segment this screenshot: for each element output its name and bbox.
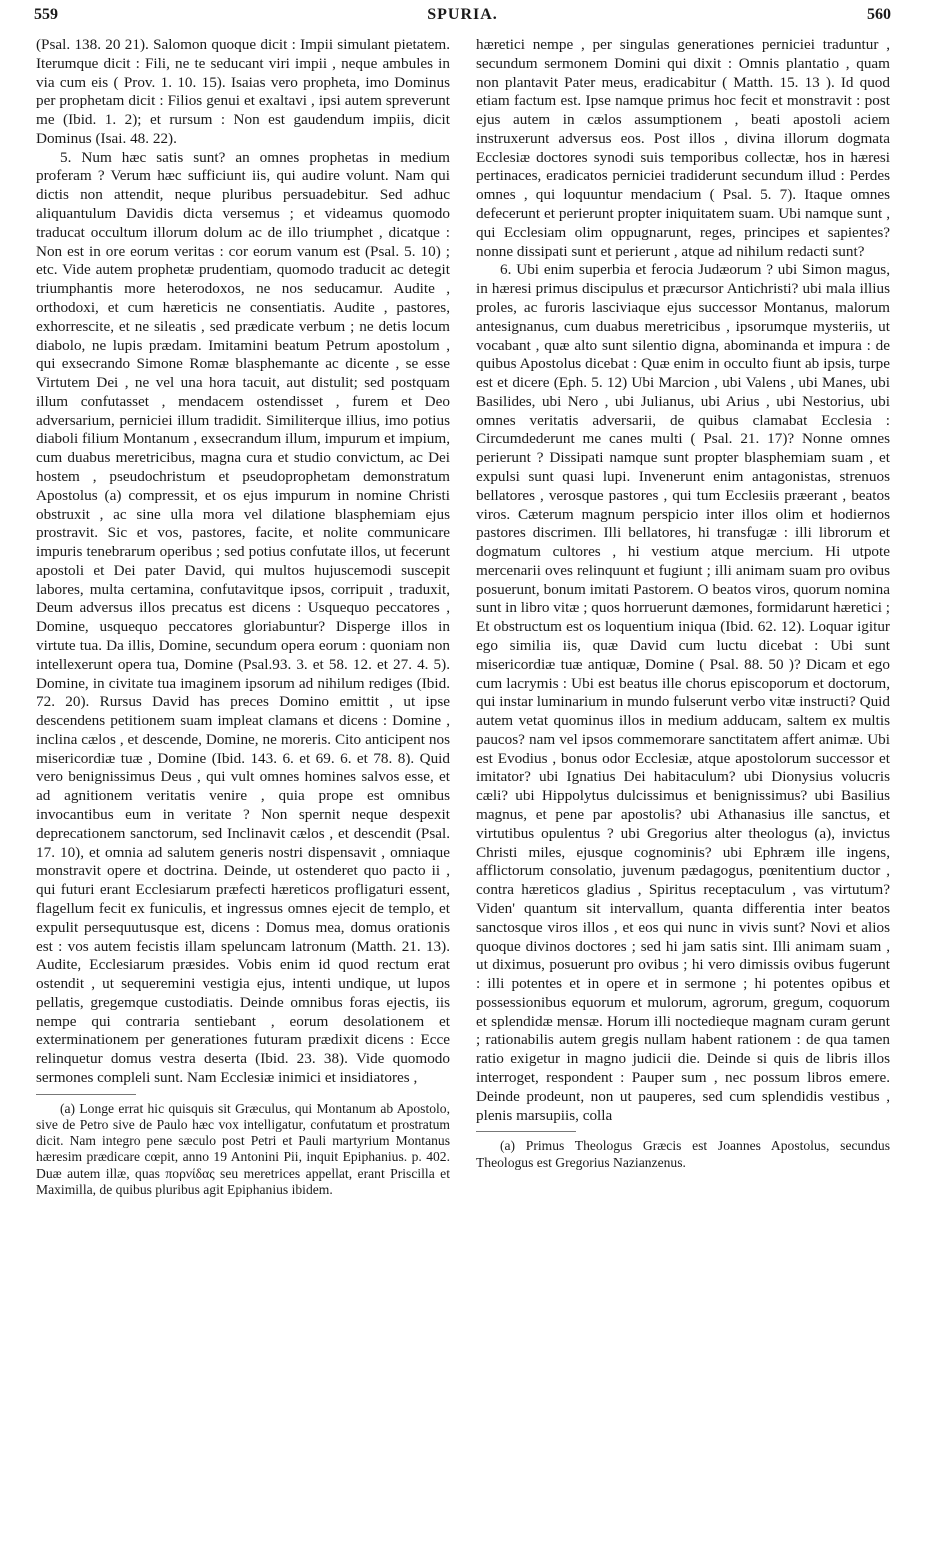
left-footnote: (a) Longe errat hic quisquis sit Græculus, qui Montanum ab Apostolo, sive de Petro sive de Paulo hæc vox intelligatur, confutatum et prostratum dicit. Nam integro pene sæculo post Petri et Pauli martyrium Montanus hæresim prædicare cœpit, anno 19 Antonini Pii, inquit Epiphanius. p. 402. Duæ autem illæ, quas πορνίδας seu meretrices appellat, erant Priscilla et Maximilla, de quibus pluribus agit Epiphanius ibidem. [36,1100,450,1197]
right-column [476,36,890,1171]
page-number-left: 559 [34,6,58,23]
left-paragraph-1: (Psal. 138. 20 21). Salomon quoque dicit : Impii simulant pietatem. Iterumque dicit : Fili, ne te seducant viri impii , neque ambules in via cum eis ( Prov. 1. 10. 15). Isaias vero propheta, imo Dominus per prophetam dicit : Filios genui et exaltavi , ipsi autem spreverunt me (Ibid. 1. 2); et rursum : Non est gaudendum impiis, dicit Dominus (Isai. 48. 22). [36,36,450,147]
footnote-divider [36,1094,136,1095]
right-footnote: (a) Primus Theologus Græcis est Joannes Apostolus, secundus Theologus est Gregorius Nazianzenus. [476,1138,890,1170]
left-paragraph-2: 5. Num hæc satis sunt? an omnes prophetas in medium proferam ? Verum hæc sufficiunt iis, qui audire volunt. Nam qui dictis non attendit, neque pluribus persuadebitur. Sed adhuc aliquantulum Davidis dicta versemus ; et videamus quomodo traducat occultum illorum dolum ac de illo triumphet , dicatque : Non est in ore eorum veritas : cor eorum vanum est (Psal. 5. 10) ; etc. Vide autem prophetæ prudentiam, quomodo traducit ac detegit triumphantis more heterodoxos, ne nos seducamur. Audite , orthodoxi, et cum hæreticis ne consentiatis. Audite , pastores, exhorrescite, et ne sileatis , sed prædicate verbum ; ne detis locum diabolo, ne lupis prædam. Imitamini beatum Petrum apostolum , qui exsecrando Simone Romæ blasphemante ac dicente , se esse Virtutem Dei , ne vel una hora tacuit, aut distulit; sed postquam illum confutasset , mendacem ostendisset , furem et Deo adversarium, perniciei illum tradidit. Similiterque illius, imo potius diaboli filium Montanum , exsecrandum illum, impurum et impium, cum duabus meretricibus, magna cura et studio convictum, ac Dei hostem , pseudochristum et pseudoprophetam demonstratum Apostolus (a) compressit, et os ejus impurum in nomine Christi obstruxit , ac sine ulla mora vel dilatione blasphemiam ejus prostravit. Sic et vos, pastores, facite, et nolite communicare impuris tenebrarum operibus ; sed potius confutate illos, ut fecerunt apostoli et Dei pater David, qui multos hujuscemodi suscepit labores, multa certamina, confutavitque ipsos, corripuit , traduxit, Deum adversus illos precatus est dicens : Usquequo peccatores , Domine, usquequo peccatores gloriabuntur? Disperge illos in virtute tua. Da illis, Domine, secundum opera eorum : quoniam non intellexerunt opera tua, Domine (Psal.93. 3. et 58. 12. et 27. 4. 5). Domine, in civitate tua imaginem ipsorum ad nihilum rediges (Ibid. 72. 20). Rursus David has preces Domino emittit , ut ipse descendens petitionem suam impleat clamans et dicens : Domine , inclina cælos , et descende, Domine, ne moreris. Cito anticipent nos misericordiæ tuæ , Domine (Ibid. 143. 6. et 69. 6. et 78. 8). Quid vero benignissimus Deus , qui vult omnes homines salvos esse, et ad agnitionem veritatis venire , quia prope est omnibus invocantibus eum in veritate ? Non spernit neque despexit deprecationem sanctorum, sed Inclinavit cælos , et descendit (Psal. 17. 10), et omnia ad salutem generis nostri dispensavit , omniaque monstravit opere et doctrina. Deinde, ut ostenderet quo pacto ii , qui futuri erant Ecclesiarum præfecti hæreticos profligaturi essent, flagellum fecit ex funiculis, et ingressus omnes ejecit de templo, et expulit persequutusque est, dicens : Domus mea, domus orationis est : vos autem fecistis illam speluncam latronum (Matth. 21. 13). Audite, Ecclesiarum præsides. Vobis enim id quod rectum erat ostendit , ut sequeremini vestigia ejus, intenti undique, ut lupos pellatis, gregemque custodiatis. Deinde omnibus foras ejectis, iis nempe qui contraria sentiebant , eorum desolationem et exterminationem per generationes futuram prædixit dicens : Ecce relinquetur domus vestra deserta (Ibid. 23. 38). Vide quomodo sermones compleli sunt. Nam Ecclesiæ inimici et insidiatores , [36,148,450,1086]
footnote-divider [476,1131,576,1132]
right-paragraph-2: 6. Ubi enim superbia et ferocia Judæorum ? ubi Simon magus, in hæresi primus discipulus et præcursor Antichristi? ubi mala illius proles, ac furoris lasciviaque ejus successor Montanus, malorum antesignanus, cum duabus meretricibus , ipsorumque mysteriis, ut vocabant , quæ alto sunt silentio digna, abominanda et impura : de quibus Apostolus dicebat : Quæ enim in occulto fiunt ab ipsis, turpe est et dicere (Eph. 5. 12) Ubi Marcion , ubi Valens , ubi Manes, ubi Basilides, ubi Nero , ubi Julianus, ubi Arius , ubi Nestorius, ubi omnes veritatis adversarii, de quibus clamabat Ecclesia : Circumdederunt me canes multi ( Psal. 21. 17)? Nonne omnes perierunt ? Dissipati namque sunt propter blasphemiam suam , et expulsi sunt quasi lupi. Invenerunt enim antagonistas, strenuos bellatores , verosque pastores , qui tum Ecclesiis præerant , beatos viros. Cæterum magnum perspicio inter illos olim et hodiernos pastores discrimen. Illi bellatores, hi transfugæ : illi librorum et dogmatum cultores , hi vestium atque mercium. Hi utpote mercenarii oves relinquunt et fugiunt ; illi animam suam pro ovibus posuerunt, bonum imitati Pastorem. O beatos viros, quorum nomina sunt in libro vitæ ; quos horruerunt dæmones, formidarunt hæretici ; Et obstructum est os loquentium iniqua (Ibid. 62. 12). Loquar igitur ego similia iis, quæ David cum luctu dicebat : Ubi sunt misericordiæ tuæ antiquæ, Domine ( Psal. 88. 50 )? Dicam et ego cum lacrymis : Ubi est beatus ille chorus episcoporum et doctorum, qui instar luminarium in mundo fulserunt verbo vitæ instructi? Quid autem vetat quominus illos in medium adducam, saltem ex multis paucos? nam vel ipsos commemorare sanctitatem affert animæ. Ubi est Evodius , bonus odor Ecclesiæ, atque apostolorum successor et imitator? ubi Ignatius Dei habitaculum? ubi Dionysius volucris cæli? ubi Hippolytus dulcissimus et benignissimus? ubi Basilius magnus, et pene par apostolis? ubi Athanasius ille sanctus, et virtutibus opulentus ? ubi Gregorius alter theologus (a), invictus Christi miles, ejusque cognominis? ubi Ephræm ille ingens, afflictorum consolatio, juvenum pædagogus, pœnitentium ductor , contra hæreticos gladius , Spiritus receptaculum , vas virtutum? Viden' quantum sit intervallum, quanta differentia inter beatos sanctosque viros illos , et eos qui nunc in vivis sunt? Novi et alios quoque divinos doctores ; sed hi jam satis sint. Illi animam suam , ut diximus, posuerunt pro ovibus ; hi vero dimissis ovibus fugerunt : illi potentes et in opere et in sermone ; hi potentes opibus et possessionibus equorum et mulorum, agrorum, gregum, coquorum et splendidæ mensæ. Horum illi noctedieque magnam curam gerunt ; rationabilis autem gregis nullam habent rationem : de qua tamen ratio exigetur in magno judicii die. Deinde si quis de libris illos interroget, respondent : Pauper sum , nec possum libros emere. Deinde prodeunt, non ut pauperes, sed cum splendidis vestibus , plenis marsupiis, colla [476,261,890,1124]
running-header [34,6,891,30]
page-number-right: 560 [867,6,891,23]
left-column [36,36,450,1198]
right-paragraph-1: hæretici nempe , per singulas generationes perniciei traduntur , secundum sermonem Domini qui dixit : Omnis plantatio , quam non plantavit Pater meus, eradicabitur ( Matth. 15. 13 ). Id quod etiam factum est. Ipse namque primus hoc fecit et monstravit : post ejus autem in cælos assumptionem , beati apostoli aciem instruxerunt adversus eos. Post illos , divina illorum dogmata Ecclesiæ doctores synodi suis temporibus collectæ, hos in hæresi pertinaces, eradicatos perniciei tradiderunt secundum illud : Perdes omnes , qui loquuntur mendacium ( Psal. 5. 7). Itaque omnes defecerunt et perierunt propter iniquitatem suam. Ubi namque sunt , qui Ecclesiam olim oppugnarunt, reges, principes et sapientes? nonne dissipati sunt et perierunt , atque ad nihilum redacti sunt? [476,36,890,260]
running-title: SPURIA. [427,6,498,23]
